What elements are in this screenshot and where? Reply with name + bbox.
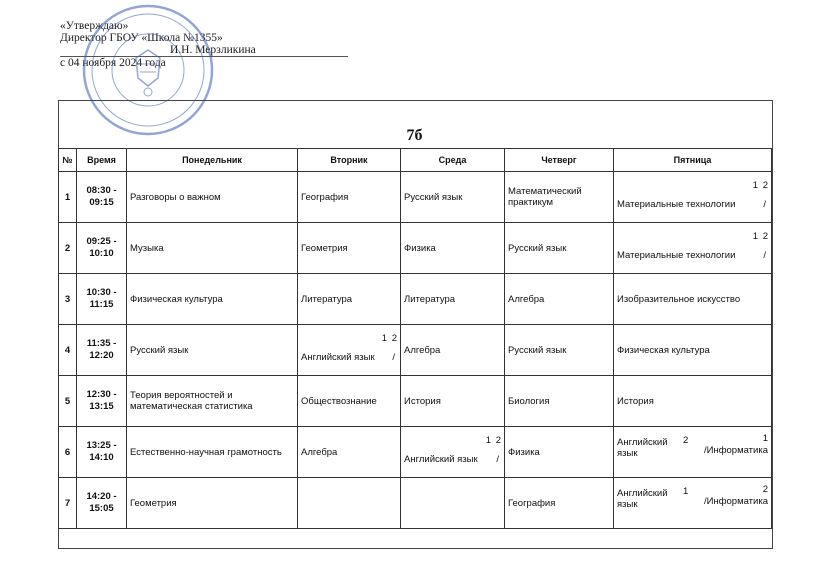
wednesday-cell: Литература [401, 274, 505, 325]
header-friday: Пятница [614, 149, 772, 172]
split-slash: / [763, 250, 766, 261]
table-row [59, 223, 772, 274]
table-row [59, 427, 772, 478]
wednesday-cell [401, 427, 505, 478]
lesson-number: 4 [59, 325, 77, 376]
lesson-time: 12:30 - 13:15 [77, 376, 127, 427]
lesson-time: 10:30 - 11:15 [77, 274, 127, 325]
table-row [59, 325, 772, 376]
group-2: 2 [762, 180, 768, 191]
table-row [59, 172, 772, 223]
header-monday: Понедельник [127, 149, 298, 172]
table-row [59, 274, 772, 325]
subject-b: /Информатика [703, 445, 768, 456]
wednesday-cell: История [401, 376, 505, 427]
lesson-number: 7 [59, 478, 77, 529]
thursday-cell: Русский язык [505, 223, 614, 274]
group-1: 1 [485, 435, 491, 446]
table-row [59, 376, 772, 427]
subject-a: Английский язык [617, 488, 668, 510]
group-1: 1 [752, 180, 758, 191]
subject-a: Английский язык [617, 437, 668, 459]
lesson-time: 14:20 - 15:05 [77, 478, 127, 529]
lesson-number: 3 [59, 274, 77, 325]
table-row [59, 478, 772, 529]
thursday-cell: Математический практикум [505, 172, 614, 223]
class-title: 7б [406, 127, 423, 144]
lesson-number: 6 [59, 427, 77, 478]
monday-cell: Теория вероятностей и математическая статистика [127, 376, 298, 427]
wednesday-cell: Русский язык [401, 172, 505, 223]
thursday-cell: География [505, 478, 614, 529]
wednesday-cell [401, 478, 505, 529]
lesson-time: 11:35 - 12:20 [77, 325, 127, 376]
friday-cell: История [614, 376, 772, 427]
tuesday-cell: Алгебра [298, 427, 401, 478]
wednesday-cell: Физика [401, 223, 505, 274]
monday-cell: Русский язык [127, 325, 298, 376]
header-row [59, 149, 772, 172]
thursday-cell: Физика [505, 427, 614, 478]
friday-cell: Изобразительное искусство [614, 274, 772, 325]
lesson-number: 5 [59, 376, 77, 427]
wednesday-cell: Алгебра [401, 325, 505, 376]
header-tuesday: Вторник [298, 149, 401, 172]
friday-cell [614, 478, 772, 529]
friday-cell [614, 223, 772, 274]
group-b: 1 [762, 433, 768, 444]
thursday-cell: Биология [505, 376, 614, 427]
split-subject: Материальные технологии [617, 199, 736, 210]
group-2: 2 [495, 435, 501, 446]
split-slash: / [496, 454, 499, 465]
monday-cell: Музыка [127, 223, 298, 274]
split-slash: / [763, 199, 766, 210]
thursday-cell: Русский язык [505, 325, 614, 376]
approval-line-3: И.Н. Мерзликина [60, 44, 348, 57]
lesson-number: 2 [59, 223, 77, 274]
group-a: 2 [683, 435, 689, 446]
timetable [58, 148, 772, 529]
split-subject: Английский язык [404, 454, 478, 465]
subject-b: /Информатика [703, 496, 768, 507]
tuesday-cell: Литература [298, 274, 401, 325]
monday-cell: Разговоры о важном [127, 172, 298, 223]
group-2: 2 [762, 231, 768, 242]
tuesday-cell [298, 325, 401, 376]
group-2: 2 [391, 333, 397, 344]
tuesday-cell: Обществознание [298, 376, 401, 427]
group-1: 1 [381, 333, 387, 344]
split-slash: / [392, 352, 395, 363]
approval-line-2: Директор ГБОУ «Школа №1355» [60, 32, 223, 44]
thursday-cell: Алгебра [505, 274, 614, 325]
friday-cell [614, 172, 772, 223]
tuesday-cell: География [298, 172, 401, 223]
lesson-number: 1 [59, 172, 77, 223]
tuesday-cell: Геометрия [298, 223, 401, 274]
group-b: 2 [762, 484, 768, 495]
lesson-time: 13:25 - 14:10 [77, 427, 127, 478]
approval-line-1: «Утверждаю» [60, 20, 129, 32]
header-wednesday: Среда [401, 149, 505, 172]
monday-cell: Геометрия [127, 478, 298, 529]
approval-line-4: с 04 ноября 2024 года [60, 57, 166, 69]
header-number: № [59, 149, 77, 172]
monday-cell: Естественно-научная грамотность [127, 427, 298, 478]
header-time: Время [77, 149, 127, 172]
group-a: 1 [683, 486, 689, 497]
group-1: 1 [752, 231, 758, 242]
split-subject: Материальные технологии [617, 250, 736, 261]
split-subject: Английский язык [301, 352, 375, 363]
header-thursday: Четверг [505, 149, 614, 172]
friday-cell: Физическая культура [614, 325, 772, 376]
lesson-time: 09:25 - 10:10 [77, 223, 127, 274]
friday-cell [614, 427, 772, 478]
lesson-time: 08:30 - 09:15 [77, 172, 127, 223]
monday-cell: Физическая культура [127, 274, 298, 325]
tuesday-cell [298, 478, 401, 529]
